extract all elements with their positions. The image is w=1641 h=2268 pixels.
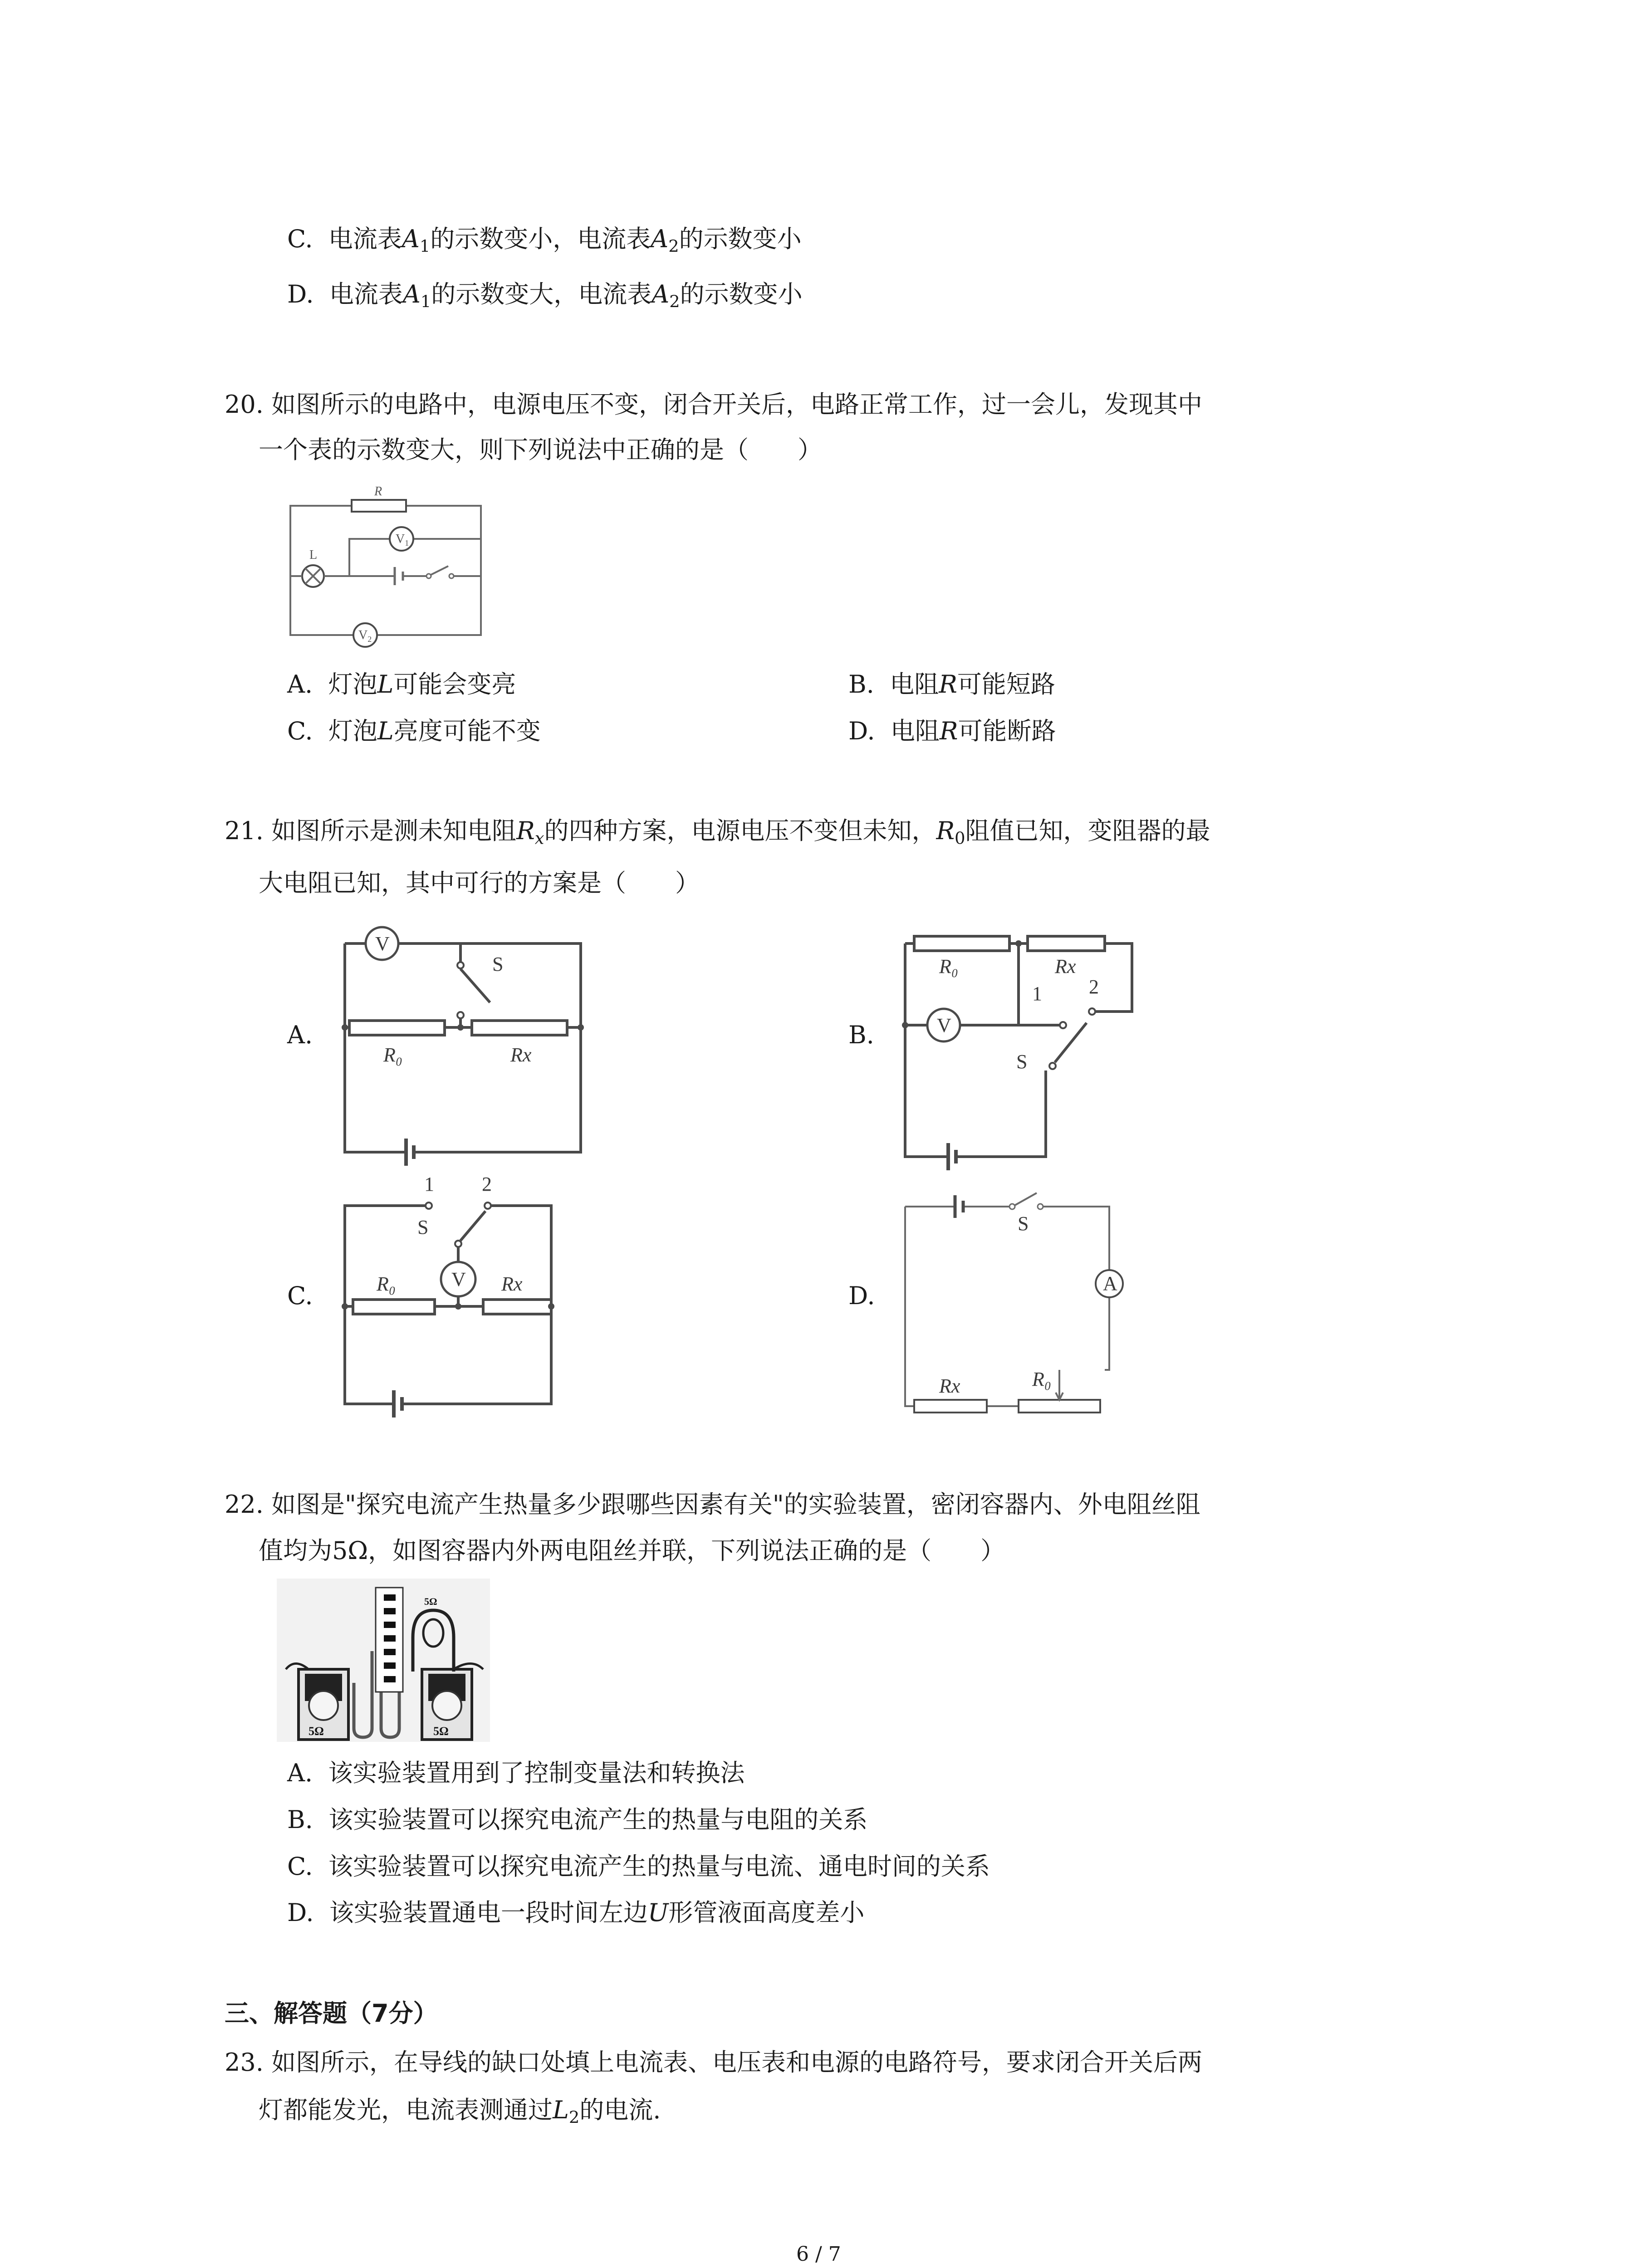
battery <box>406 1139 414 1166</box>
option-label: A. <box>287 670 313 699</box>
text: 亮度可能不变 <box>393 717 541 745</box>
sub: 2 <box>668 236 679 256</box>
text: 形管液面高度差小 <box>668 1898 865 1927</box>
q22-option-c <box>287 1854 990 1879</box>
q21-figure-b <box>896 921 1141 1166</box>
resistor-rx <box>1028 936 1105 951</box>
text: 的电流. <box>579 2096 661 2124</box>
q20-option-d <box>848 719 1056 743</box>
r0-label: R₀ <box>383 1044 403 1066</box>
q20-stem-line1 <box>225 392 1202 417</box>
left-resistor-coil <box>309 1691 338 1720</box>
sub: 0 <box>955 828 965 848</box>
top-label: 5Ω <box>424 1596 437 1607</box>
q22-apparatus-figure <box>277 1579 490 1742</box>
var: U <box>647 1898 669 1927</box>
section-heading <box>225 2001 438 2026</box>
sub: 1 <box>420 292 431 312</box>
option-label: C. <box>287 717 313 745</box>
q20-option-a <box>287 672 516 697</box>
pos1-label: 1 <box>1032 982 1042 1005</box>
q21-option-a-label <box>287 1023 313 1047</box>
wire <box>905 943 1046 1157</box>
q20-stem-line2 <box>259 435 822 464</box>
q21-stem-line1 <box>225 816 1210 848</box>
question-number: 20. <box>225 390 264 419</box>
text: 可能短路 <box>957 670 1055 699</box>
q22-stem-line2 <box>259 1536 1005 1565</box>
switch-label: S <box>1016 1051 1028 1073</box>
section-title: 三、解答题（7分） <box>225 1999 438 2028</box>
stem-text: 大电阻已知，其中可行的方案是（ ） <box>259 869 700 897</box>
stem-text: 一个表的示数变大，则下列说法中正确的是（ ） <box>259 435 822 464</box>
resistor-rx <box>472 1021 567 1035</box>
stem-text: 如图所示的电路中，电源电压不变，闭合开关后，电路正常工作，过一会儿，发现其中 <box>271 390 1203 419</box>
text: 可能断路 <box>958 717 1056 745</box>
switch-label: S <box>1018 1212 1029 1235</box>
text: 的示数变小 <box>680 280 803 308</box>
resistor-rx <box>483 1300 551 1314</box>
text: 的示数变大，电流表 <box>431 280 652 308</box>
resistor-r <box>352 500 406 512</box>
wire <box>349 539 481 576</box>
q23-stem-line2 <box>259 2096 661 2127</box>
var-a: A <box>402 280 421 308</box>
voltmeter-label: V <box>375 933 390 955</box>
switch-pivot <box>457 962 464 968</box>
switch-blade <box>1055 1023 1087 1062</box>
page-number <box>796 2244 841 2264</box>
r0-label: R₀ <box>939 955 959 978</box>
text: 可能会变亮 <box>393 670 516 699</box>
q21-option-b-label <box>848 1023 874 1047</box>
text: 灯泡 <box>328 717 377 745</box>
pos2-label: 2 <box>1089 976 1099 998</box>
junction <box>455 1303 461 1310</box>
option-text: 该实验装置可以探究电流产生的热量与电阻的关系 <box>328 1805 868 1834</box>
wire <box>905 1207 1019 1406</box>
stem-text: 值均为5Ω，如图容器内外两电阻丝并联，下列说法正确的是（ ） <box>259 1536 1005 1565</box>
option-text: 该实验装置用到了控制变量法和转换法 <box>328 1759 745 1787</box>
page-number-text: 6 / 7 <box>796 2243 841 2266</box>
var: R <box>516 816 535 845</box>
switch-blade <box>431 566 448 575</box>
option-label: B. <box>848 1021 874 1049</box>
var: R <box>939 670 957 699</box>
question-number: 22. <box>225 1490 264 1519</box>
battery <box>948 1143 956 1170</box>
junction <box>578 1024 584 1031</box>
text: 该实验装置通电一段时间左边 <box>329 1898 648 1927</box>
switch-pivot <box>455 1241 461 1247</box>
resistor-r0 <box>353 1300 435 1314</box>
option-label: C. <box>287 1852 313 1881</box>
left-label: 5Ω <box>309 1725 324 1738</box>
voltmeter-label: V <box>937 1014 951 1036</box>
option-label: A. <box>287 1759 313 1787</box>
q21-figure-a <box>336 916 590 1170</box>
text: 的示数变小 <box>679 225 802 253</box>
var: L <box>553 2096 569 2124</box>
q21-stem-line2 <box>259 871 700 895</box>
text: 电流表 <box>328 225 402 253</box>
rx-label: Rx <box>510 1044 532 1066</box>
text: 灯泡 <box>328 670 377 699</box>
text: 阻值已知，变阻器的最 <box>965 816 1210 845</box>
q22-option-b <box>287 1805 868 1834</box>
option-label: A. <box>287 1021 313 1049</box>
resistor-r0 <box>349 1021 445 1035</box>
switch-pivot <box>426 574 431 578</box>
sub: 1 <box>419 236 431 256</box>
text: 的四种方案，电源电压不变但未知， <box>544 816 936 845</box>
switch-contact-1 <box>1060 1022 1066 1028</box>
v1-label: $V_1$ <box>396 532 409 547</box>
v2-label: $V_2$ <box>358 628 372 644</box>
switch-contact <box>1038 1204 1043 1209</box>
battery <box>395 567 403 585</box>
pos1-label: 1 <box>424 1173 434 1195</box>
q21-figure-d <box>896 1179 1141 1424</box>
switch-contact-1 <box>426 1202 432 1209</box>
question-number: 23. <box>225 2048 264 2077</box>
q21-option-c-label <box>287 1281 313 1310</box>
resistor-r0 <box>914 936 1009 951</box>
junction <box>342 1024 348 1031</box>
stem-text: 如图所示，在导线的缺口处填上电流表、电压表和电源的电路符号，要求闭合开关后两 <box>271 2048 1203 2077</box>
q22-option-d <box>287 1898 865 1927</box>
option-label: C. <box>287 225 313 253</box>
resistor-label: R <box>374 484 382 499</box>
switch-blade <box>460 969 490 1002</box>
sub: 2 <box>669 292 680 312</box>
rx-label: Rx <box>1055 955 1076 978</box>
rheostat-slider <box>1056 1370 1063 1400</box>
sub: x <box>534 828 544 848</box>
text: 电阻 <box>890 670 939 699</box>
switch-blade <box>460 1211 485 1241</box>
right-resistor-coil <box>432 1691 461 1720</box>
option-label: D. <box>287 1898 314 1927</box>
option-label: B. <box>848 670 874 699</box>
ammeter-label: A <box>1103 1272 1117 1295</box>
battery <box>394 1390 402 1418</box>
voltmeter-label: V <box>451 1268 466 1290</box>
option-label: C. <box>287 1281 313 1310</box>
battery <box>955 1195 963 1218</box>
text: 电阻 <box>890 717 940 745</box>
q22-option-a <box>287 1761 745 1785</box>
text: 电流表 <box>329 280 403 308</box>
q19-option-d <box>287 280 803 312</box>
r0-label: R₀ <box>1032 1368 1052 1390</box>
lamp-label: L <box>309 548 318 562</box>
option-label: D. <box>848 1281 875 1310</box>
right-label: 5Ω <box>433 1725 449 1738</box>
var: R <box>936 816 955 845</box>
var: R <box>939 717 958 745</box>
junction <box>548 1303 554 1310</box>
text: 的示数变小，电流表 <box>430 225 651 253</box>
wire <box>345 943 581 1152</box>
option-text: 该实验装置可以探究电流产生的热量与电流、通电时间的关系 <box>328 1852 990 1881</box>
q22-stem-line1 <box>225 1492 1200 1517</box>
q20-circuit-figure <box>281 485 490 658</box>
option-label: D. <box>848 717 875 745</box>
rx-label: Rx <box>501 1273 523 1295</box>
junction <box>457 1024 464 1031</box>
q21-figure-c <box>336 1170 590 1424</box>
r0-label: R₀ <box>377 1273 396 1295</box>
switch-pivot <box>1049 1063 1056 1069</box>
var: L <box>377 717 394 745</box>
text: 如图所示是测未知电阻 <box>271 816 517 845</box>
q21-option-d-label <box>848 1281 875 1310</box>
pos2-label: 2 <box>482 1173 492 1195</box>
var-a: A <box>651 225 669 253</box>
switch-pivot <box>1009 1204 1015 1209</box>
text: 灯都能发光，电流表测通过 <box>259 2096 553 2124</box>
q20-option-c <box>287 719 541 743</box>
switch-label: S <box>417 1216 429 1238</box>
question-number: 21. <box>225 816 264 845</box>
q20-option-b <box>848 672 1055 697</box>
var: L <box>377 670 394 699</box>
switch-contact <box>457 1012 464 1018</box>
resistor-rx <box>914 1400 987 1413</box>
option-label: B. <box>287 1805 313 1834</box>
switch-blade <box>1015 1193 1037 1205</box>
option-label: D. <box>287 280 314 308</box>
rx-label: Rx <box>939 1375 960 1397</box>
switch-label: S <box>492 953 504 975</box>
q23-stem-line1 <box>225 2050 1202 2075</box>
stem-text: 如图是"探究电流产生热量多少跟哪些因素有关"的实验装置，密闭容器内、外电阻丝阻 <box>271 1490 1200 1519</box>
junction <box>342 1303 348 1310</box>
var-a: A <box>402 225 420 253</box>
sub: 2 <box>568 2107 580 2127</box>
switch-contact <box>449 574 454 578</box>
switch-contact-2 <box>1089 1008 1095 1015</box>
var-a: A <box>652 280 670 308</box>
junction <box>902 1022 908 1028</box>
q19-option-c <box>287 225 802 256</box>
switch-contact-2 <box>485 1202 491 1209</box>
